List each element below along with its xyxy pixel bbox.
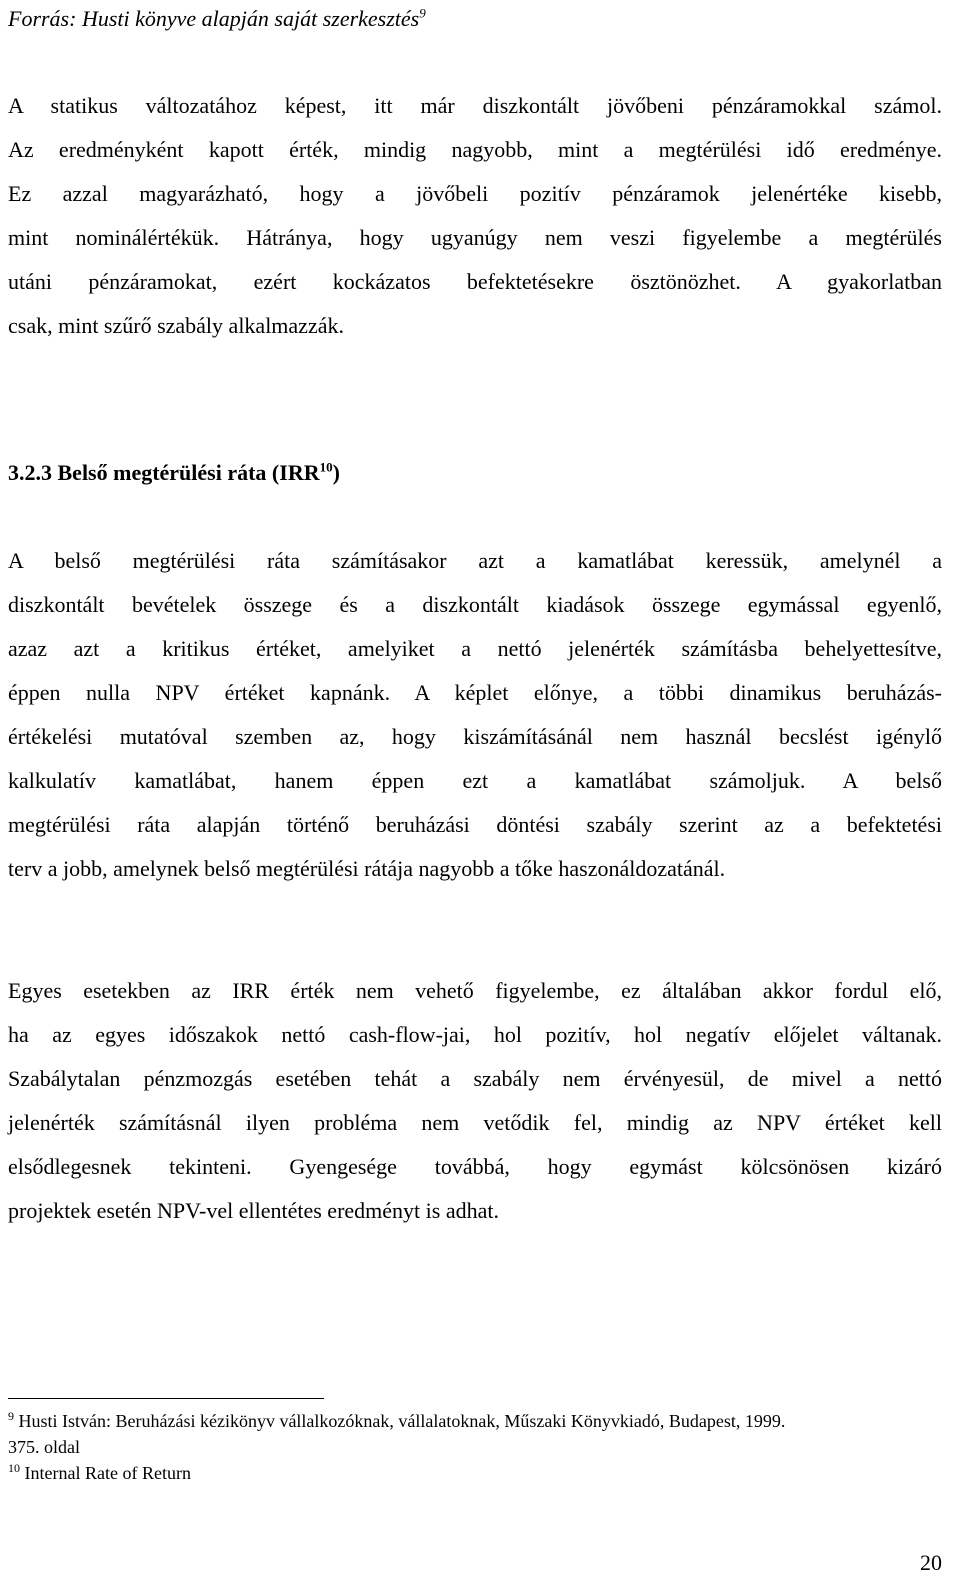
text-line: utáni pénzáramokat, ezért kockázatos befektetésekre ösztönözhet. A gyakorlatban (8, 269, 942, 294)
footnote-number: 9 (8, 1409, 14, 1423)
text-line: Az eredményként kapott érték, mindig nagyobb, mint a megtérülési idő eredménye. (8, 137, 942, 162)
text-line: Ez azzal magyarázható, hogy a jövőbeli pozitív pénzáramok jelenértéke kisebb, (8, 181, 942, 206)
heading-close: ) (332, 460, 340, 485)
heading-text: 3.2.3 Belső megtérülési ráta (IRR (8, 460, 320, 485)
text-line: ha az egyes időszakok nettó cash-flow-jai, hol pozitív, hol negatív előjelet váltanak. (8, 1022, 942, 1047)
footnote-9-continuation: 375. oldal (8, 1437, 80, 1457)
text-line: csak, mint szűrő szabály alkalmazzák. (8, 313, 344, 338)
footnote-divider (8, 1398, 324, 1399)
page-number: 20 (920, 1550, 942, 1575)
text-line: értékelési mutatóval szemben az, hogy kiszámításánál nem használ becslést igénylő (8, 724, 942, 749)
text-line: diszkontált bevételek összege és a diszkontált kiadások összege egymással egyenlő, (8, 592, 942, 617)
text-line: projektek esetén NPV-vel ellentétes eredményt is adhat. (8, 1198, 499, 1223)
text-line: jelenérték számításnál ilyen probléma nem vetődik fel, mindig az NPV értéket kell (8, 1110, 942, 1135)
footnote-text: Husti István: Beruházási kézikönyv vállalkozóknak, vállalatoknak, Műszaki Könyvkiadó, Budapest, 1999. (18, 1411, 786, 1431)
footnote-9 (8, 1408, 942, 1434)
text-line: kalkulatív kamatlábat, hanem éppen ezt a kamatlábat számoljuk. A belső (8, 768, 942, 793)
footnote-number: 10 (8, 1461, 20, 1475)
text-line: azaz azt a kritikus értéket, amelyiket a nettó jelenérték számításba behelyettesítve, (8, 636, 942, 661)
paragraph-irr-definition (8, 539, 942, 891)
text-line: mint nominálértékük. Hátránya, hogy ugyanúgy nem veszi figyelembe a megtérülés (8, 225, 942, 250)
footnote-ref-10[interactable]: 10 (319, 459, 333, 475)
text-line: A belső megtérülési ráta számításakor azt a kamatlábat keressük, amelynél a (8, 548, 942, 573)
paragraph-irr-limitations (8, 969, 942, 1233)
text-line: Szabálytalan pénzmozgás esetében tehát a szabály nem érvényesül, de mivel a nettó (8, 1066, 942, 1091)
figure-source-caption (8, 2, 426, 36)
footnote-ref-9[interactable]: 9 (419, 5, 426, 21)
text-line: terv a jobb, amelynek belső megtérülési rátája nagyobb a tőke haszonáldozatánál. (8, 856, 726, 881)
source-text: Forrás: Husti könyve alapján saját szerkesztés (8, 6, 420, 31)
text-line: A statikus változatához képest, itt már diszkontált jövőbeni pénzáramokkal számol. (8, 93, 942, 118)
text-line: megtérülési ráta alapján történő beruházási döntési szabály szerint az a befektetési (8, 812, 942, 837)
footnote-text: Internal Rate of Return (24, 1463, 191, 1483)
text-line: Egyes esetekben az IRR érték nem vehető figyelembe, ez általában akkor fordul elő, (8, 978, 942, 1003)
text-line: éppen nulla NPV értéket kapnánk. A képlet előnye, a többi dinamikus beruházás- (8, 680, 942, 705)
paragraph-static-comparison (8, 84, 942, 348)
footnotes (8, 1408, 942, 1486)
text-line: elsődlegesnek tekinteni. Gyengesége továbbá, hogy egymást kölcsönösen kizáró (8, 1154, 942, 1179)
section-heading-irr (8, 456, 340, 490)
footnote-10 (8, 1460, 942, 1486)
